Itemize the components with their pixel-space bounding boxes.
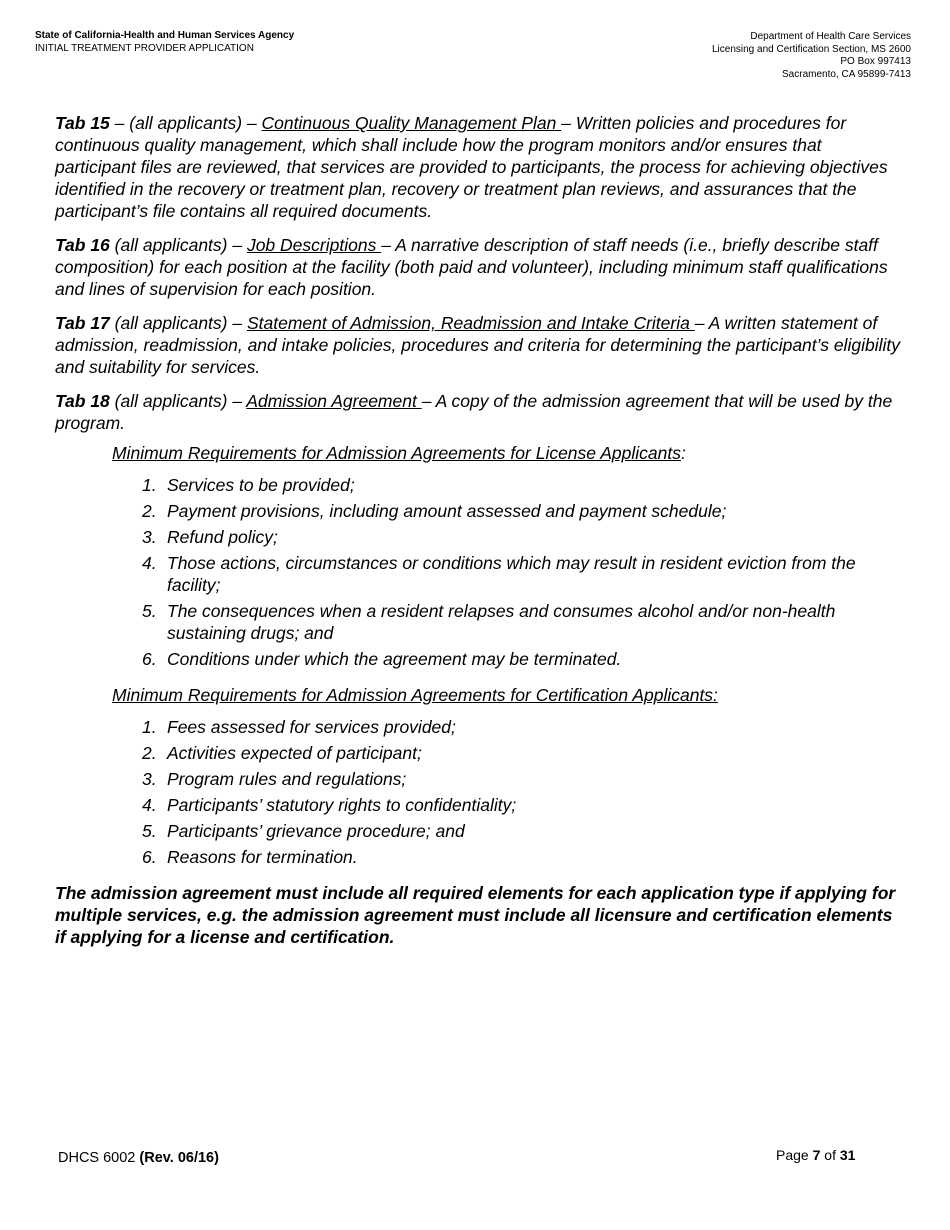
tab-title: Job Descriptions bbox=[246, 235, 382, 255]
header-left bbox=[35, 29, 294, 55]
item-text: Participants’ statutory rights to confidentiality; bbox=[167, 795, 517, 815]
list-item bbox=[55, 600, 905, 644]
form-number-text: DHCS 6002 bbox=[58, 1150, 140, 1166]
item-number: 4. bbox=[142, 795, 157, 815]
list-item bbox=[55, 846, 905, 868]
item-text: Refund policy; bbox=[167, 527, 278, 547]
tab-title: Continuous Quality Management Plan bbox=[261, 113, 562, 133]
total-pages: 31 bbox=[839, 1147, 856, 1163]
list-item bbox=[55, 716, 905, 738]
item-text: Program rules and regulations; bbox=[167, 769, 407, 789]
tab-title: Statement of Admission, Readmission and Intake Criteria bbox=[246, 313, 695, 333]
item-text: Participants’ grievance procedure; and bbox=[167, 821, 465, 841]
page-number bbox=[776, 1147, 855, 1163]
item-number: 6. bbox=[142, 649, 157, 669]
tab-16-paragraph bbox=[55, 234, 905, 300]
city-address: Sacramento, CA 95899-7413 bbox=[782, 68, 911, 80]
tab-17-paragraph bbox=[55, 312, 905, 378]
tab-label: Tab 16 bbox=[55, 235, 110, 255]
license-requirements-list bbox=[55, 474, 905, 670]
item-text: Payment provisions, including amount assessed and payment schedule; bbox=[167, 501, 727, 521]
item-number: 2. bbox=[142, 501, 157, 521]
tab-description: – A copy of the admission agreement that will be used by the program. bbox=[55, 391, 893, 433]
item-text: Activities expected of participant; bbox=[167, 743, 422, 763]
item-number: 6. bbox=[142, 847, 157, 867]
tab-applicants: (all applicants) – bbox=[109, 391, 247, 411]
item-number: 5. bbox=[142, 601, 157, 621]
list-item bbox=[55, 794, 905, 816]
list-item bbox=[55, 768, 905, 790]
section-name: Licensing and Certification Section, MS 2600 bbox=[711, 43, 911, 55]
tab-applicants: – (all applicants) – bbox=[109, 113, 262, 133]
form-number bbox=[58, 1150, 219, 1166]
item-number: 5. bbox=[142, 821, 157, 841]
item-text: Fees assessed for services provided; bbox=[167, 717, 456, 737]
tab-label: Tab 17 bbox=[55, 313, 110, 333]
tab-15-paragraph bbox=[55, 112, 905, 222]
list-item bbox=[55, 474, 905, 496]
item-text: The consequences when a resident relapses and consumes alcohol and/or non-health sustaining drugs; and bbox=[167, 601, 836, 643]
tab-title: Admission Agreement bbox=[246, 391, 422, 411]
heading-text: Minimum Requirements for Admission Agreements for License Applicants bbox=[112, 443, 681, 463]
list-item bbox=[55, 820, 905, 842]
list-item bbox=[55, 648, 905, 670]
certification-requirements-list bbox=[55, 716, 905, 868]
tab-description: – A narrative description of staff needs (i.e., briefly describe staff composition) for each position at the facility (both paid and volunteer), including minimum staff qualifications and lines of supervision for each position. bbox=[55, 235, 888, 299]
item-text: Those actions, circumstances or conditions which may result in resident eviction from the facility; bbox=[167, 553, 856, 595]
heading-text: Minimum Requirements for Admission Agreements for Certification Applicants: bbox=[112, 685, 718, 705]
item-number: 3. bbox=[142, 769, 157, 789]
tab-label: Tab 15 bbox=[55, 113, 110, 133]
item-text: Reasons for termination. bbox=[167, 847, 358, 867]
agency-name: State of California-Health and Human Services Agency bbox=[35, 30, 295, 41]
tab-applicants: (all applicants) – bbox=[109, 313, 247, 333]
tab-description: – Written policies and procedures for continuous quality management, which shall include how the program monitors and/or ensures that participant files are reviewed, that services are provided to participants, the process for achieving objectives identified in the recovery or treatment plan, recovery or treatment plan reviews, and assurances that the participant’s file contains all required documents. bbox=[55, 113, 888, 221]
department-name: Department of Health Care Services bbox=[750, 31, 911, 42]
header-right bbox=[712, 31, 911, 81]
form-title: INITIAL TREATMENT PROVIDER APPLICATION bbox=[35, 43, 254, 54]
po-box: PO Box 997413 bbox=[840, 56, 911, 67]
item-text: Conditions under which the agreement may be terminated. bbox=[167, 649, 622, 669]
item-number: 1. bbox=[142, 475, 157, 495]
tab-description: – A written statement of admission, readmission, and intake policies, procedures and criteria for determining the participant’s eligibility and suitability for services. bbox=[55, 313, 900, 377]
license-requirements-heading bbox=[112, 442, 905, 464]
item-number: 1. bbox=[142, 717, 157, 737]
document-body bbox=[55, 112, 905, 960]
certification-requirements-heading bbox=[112, 684, 905, 706]
page-label: Page bbox=[776, 1147, 813, 1163]
heading-colon: : bbox=[680, 443, 686, 463]
item-text: Services to be provided; bbox=[167, 475, 355, 495]
tab-18-paragraph bbox=[55, 390, 905, 434]
current-page: 7 bbox=[812, 1147, 821, 1163]
closing-statement: The admission agreement must include all required elements for each application type if applying for multiple services, e.g. the admission agreement must include all licensure and certification elements if applying for a license and certification. bbox=[55, 883, 896, 947]
item-number: 4. bbox=[142, 553, 157, 573]
item-number: 2. bbox=[142, 743, 157, 763]
list-item bbox=[55, 742, 905, 764]
item-number: 3. bbox=[142, 527, 157, 547]
tab-label: Tab 18 bbox=[55, 391, 110, 411]
list-item bbox=[55, 552, 905, 596]
revision-text: (Rev. 06/16) bbox=[139, 1150, 219, 1166]
tab-applicants: (all applicants) – bbox=[109, 235, 247, 255]
list-item bbox=[55, 500, 905, 522]
page-of: of bbox=[820, 1147, 840, 1163]
list-item bbox=[55, 526, 905, 548]
